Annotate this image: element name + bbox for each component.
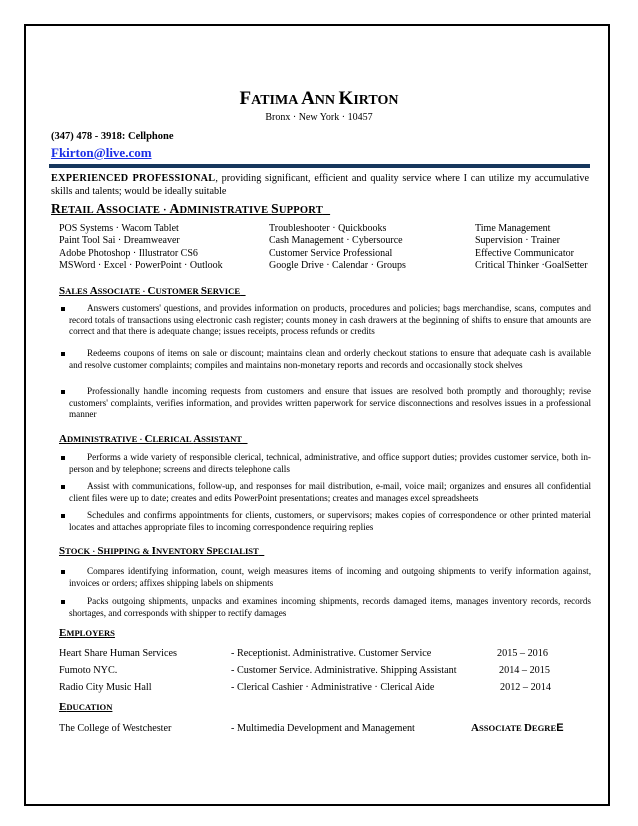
skill-item: Time Management: [475, 223, 551, 234]
list-item: Answers customers' questions, and provides information on products, procedures and policies; bags merchandise, scans, computes and record totals of transactions using electronic cash register; counts money in cash drawers at the beginning of shifts to ensure that amounts are correct and that there is adequate change; issues receipts, process refunds or credits: [69, 303, 591, 338]
employer-dates: 2014 – 2015: [499, 665, 550, 676]
skill-item: Supervision · Trainer: [475, 235, 560, 247]
skills-column-1: [59, 223, 223, 273]
skill-item: Critical Thinker ·GoalSetter: [475, 260, 588, 272]
bullet-square-icon: [61, 570, 65, 574]
skill-item: Troubleshooter · Quickbooks: [269, 223, 387, 234]
skill-item: Paint Tool Sai · Dreamweaver: [59, 235, 180, 247]
employer-dates: 2012 – 2014: [500, 682, 551, 693]
skill-item: Cash Management · Cybersource: [269, 235, 403, 247]
summary-paragraph: EXPERIENCED PROFESSIONAL, providing significant, efficient and quality service where I can utilize my accumulative skills and talents; would be ideally suitable: [51, 173, 590, 197]
employer-company: Radio City Music Hall: [59, 682, 152, 693]
skill-item: Google Drive · Calendar · Groups: [269, 260, 406, 272]
skill-item: POS Systems · Wacom Tablet: [59, 223, 179, 234]
school-name: The College of Westchester: [59, 723, 172, 734]
program-name: - Multimedia Development and Management: [231, 723, 415, 734]
employer-role: - Receptionist. Administrative. Customer Service: [231, 648, 432, 659]
email-link[interactable]: Fkirton@live.com: [51, 145, 152, 160]
bullet-square-icon: [61, 390, 65, 394]
list-item: Schedules and confirms appointments for clients, customers, or supervisors; makes copies of correspondence or other printed material locates and attaches appropriate files to incoming correspondence requiring replies: [69, 510, 591, 533]
list-item: Redeems coupons of items on sale or discount; maintains clean and orderly checkout stations to ensure that adequate cash is available and resolve customer complaints; compiles and maintains non-monetary reports and records and occasionally stock shelves: [69, 348, 591, 371]
bullet-square-icon: [61, 514, 65, 518]
section-title-admin: ADMINISTRATIVE · CLERICAL ASSISTANT: [59, 433, 243, 445]
header-divider: [49, 164, 590, 168]
list-item: Compares identifying information, count, weigh measures items of incoming and outgoing shipments to verify information against, invoices or orders; affixes shipping labels on shipments: [69, 566, 591, 589]
skills-column-3: [475, 223, 588, 273]
bullet-square-icon: [61, 600, 65, 604]
section-title-stock: STOCK · SHIPPING & INVENTORY SPECIALIST: [59, 545, 259, 557]
section-title-education: EDUCATION: [59, 701, 113, 713]
phone-number: (347) 478 - 3918: Cellphone: [51, 131, 174, 142]
section-title-retail: RETAIL ASSOCIATE · ADMINISTRATIVE SUPPORT: [51, 201, 323, 216]
list-item: Packs outgoing shipments, unpacks and examines incoming shipments, records damaged items, manages inventory records, records shortages, and corresponds with shipper to rectify damages: [69, 596, 591, 619]
employer-dates: 2015 – 2016: [497, 648, 548, 659]
list-item: Professionally handle incoming requests from customers and ensure that issues are resolved both promptly and thoroughly; revise customers' complaints, verifies information, and provides written paperwork for service disconnections and resolves issues in a professional manner: [69, 386, 591, 421]
bullet-square-icon: [61, 456, 65, 460]
skill-item: Adobe Photoshop · Illustrator CS6: [59, 247, 198, 259]
employer-company: Heart Share Human Services: [59, 648, 177, 659]
skill-item: MSWord · Excel · PowerPoint · Outlook: [59, 260, 223, 272]
employer-role: - Customer Service. Administrative. Shipping Assistant: [231, 665, 457, 676]
location: Bronx · New York · 10457: [265, 112, 373, 123]
skills-column-2: [269, 223, 406, 273]
bullet-square-icon: [61, 307, 65, 311]
employer-role: - Clerical Cashier · Administrative · Clerical Aide: [231, 682, 435, 693]
degree-label: ASSOCIATE DEGREE: [471, 722, 564, 734]
skill-item: Customer Service Professional: [269, 247, 393, 259]
list-item: Assist with communications, follow-up, and responses for mail distribution, e-mail, voice mail; organizes and ensures all confidential client files were up to date; creates and edits PowerPoint presentations; creates and manages excel spreadsheets: [69, 481, 591, 504]
skill-item: Effective Communicator: [475, 247, 574, 259]
candidate-name: FATIMA ANN KIRTON: [239, 88, 399, 109]
list-item: Performs a wide variety of responsible clerical, technical, administrative, and office support duties; provides customer service, both in-person and by telephone; screens and directs telephone calls: [69, 452, 591, 475]
bullet-square-icon: [61, 352, 65, 356]
bullet-square-icon: [61, 485, 65, 489]
section-title-sales: SALES ASSOCIATE · CUSTOMER SERVICE: [59, 285, 241, 297]
employer-company: Fumoto NYC.: [59, 665, 118, 676]
section-title-employers: EMPLOYERS: [59, 627, 115, 639]
